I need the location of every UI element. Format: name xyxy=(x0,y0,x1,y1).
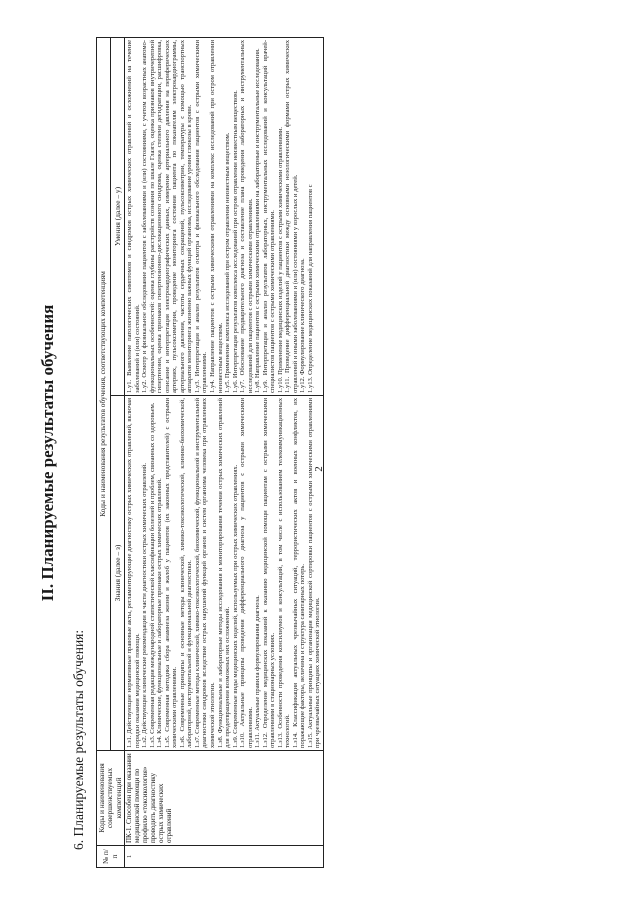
header-num: № п/п xyxy=(97,846,125,868)
knowledge-item: 1.з13. Особенности проведения консилиумов и консультаций, в том числе с использованием телекоммуникационных технологий. xyxy=(276,398,292,748)
skill-item: 1.у1. Выявление патологических симптомов и синдромов острых химических отравлений и осложнений на течение заболеваний и (или) состояний. xyxy=(126,39,141,393)
section-title: 6. Планируемые результаты обучения: xyxy=(71,629,86,850)
skill-item: 1.у8. Направление пациентов с острыми химическими отравлениями на лабораторные и инструментальные исследования. xyxy=(254,48,262,393)
skill-item: 1.у12. Формулирование клинического диагноза. xyxy=(299,258,307,393)
skill-item: 1.у11. Проведение дифференциальной диагностики между основными нозологическими формами острых химических отравлений и иными заболеваниями и (или) состояниями у взрослых и детей. xyxy=(284,39,299,393)
knowledge-item: 1.з7. Современные методы клинической, химико-токсикологической, биохимической, функциональной и инструментальной диагностики синдромов вследствие острых нарушений функций органов и систем организма человека при отравлениях химической этиологии. xyxy=(193,398,216,748)
knowledge-item: 1.з8. Функциональные и лабораторные методы исследования и мониторирования течения острых химических отравлений для предотвращения возможных них осложнений. xyxy=(216,398,232,748)
knowledge-item: 1.з3. Современная редакция международной статистической классификации болезней и проблем, связанных со здоровьем. xyxy=(148,402,156,748)
skill-item: 1.у3. Интерпретация и анализ результатов осмотра и физикального обследования пациентов с острыми химическими отравлениями. xyxy=(193,39,209,393)
header-knowledge: Знания (далее – з) xyxy=(111,396,125,751)
knowledge-item: 1.з1. Действующие нормативные правовые акты, регламентирующие диагностику острых химических отравлений, включая порядки оказания медицинской помощи. xyxy=(126,398,141,748)
skill-item: 1.у13. Определение медицинских показаний для направления пациентов с xyxy=(306,184,314,393)
page-number: 2 xyxy=(312,466,325,472)
knowledge-cell xyxy=(125,396,323,751)
header-competency: Коды и наименования совершенствуемых компетенций xyxy=(97,751,125,846)
skill-item: 1.у4. Направление пациентов с острыми химическими отравлениями на комплекс исследований при остром отравлении неизвестным веществом. xyxy=(208,39,224,393)
knowledge-item: 1.з9. Современные виды медицинских изделий, используемых при острых химических отравлениях. xyxy=(231,464,239,748)
knowledge-item: 1.з10. Актуальные принципы проведения дифференциального диагноза у пациентов с острыми химическими отравлениями. xyxy=(239,398,254,748)
header-results: Коды и наименования результатов обучения, соответствующих компетенциям xyxy=(97,37,111,750)
knowledge-item: 1.з5. Современная методика сбора анамнеза жизни и жалоб у пациентов (их законных представителей) с острыми химическими отравлениями. xyxy=(163,398,179,748)
knowledge-item: 1.з6. Современные принципы и основные методы клинической, химико-токсикологической, клинико-биохимической, лабораторной, инструментальной и функциональной диагностики. xyxy=(178,398,194,748)
knowledge-item: 1.з12. Определение медицинских показаний к оказанию медицинской помощи пациентам с острыми химическими отравлениями в стационарных условиях. xyxy=(261,398,277,748)
skill-item: 1.у9. Интерпретация и анализ результатов лабораторных, инструментальных исследований и консультаций врачей-специалистов пациентов с острыми химическими отравлениями. xyxy=(261,39,277,393)
competency-cell: ПК-1. Способен при оказании медицинской помощи по профилю «токсикология» проводить диагностику острых химических отравлений xyxy=(125,751,323,846)
skills-cell xyxy=(125,37,323,395)
knowledge-item: 1.з2. Действующие клинические рекомендации в части диагностики острых химических отравлений. xyxy=(141,462,149,748)
skill-item: 1.у10. Применение медицинских изделий у пациентов с острыми химическими отравлениями. xyxy=(276,126,284,393)
skill-item: 1.у2. Осмотр и физикальное обследование пациентов с заболеваниями и (или) состояниями, с учетом возрастных анатомо-функциональных особенностей: оценка глубины расстройств сознания по шкале Глазго, оценка признаков внутричерепной гипертензии, оценка признаков гипертензионно-дислокационного синдрома, оценка степени дегидратации, расшифровка, описание и интерпретация электрокардиографических данных, измерение артериального давления на периферических артериях, пульсоксиметрия, проведение мониторинга состояния пациента по показателям электрокардиограммы, артериального давления, частоты сердечных сокращений, пульсоксиметрии, температуры с помощью транспортных аппаратов мониторинга жизненно важных функций организма, исследование уровня глюкозы в крови. xyxy=(141,39,194,393)
knowledge-item: 1.з11. Актуальные правила формулирования диагноза. xyxy=(254,595,262,748)
knowledge-item: 1.з14. Классификация актуальных чрезвычайных ситуаций, террористических актов и военных конфликтов, их поражающие факторы, величина и структура санитарных потерь. xyxy=(291,398,307,748)
rotated-page-content xyxy=(38,38,623,868)
table-row xyxy=(125,37,323,867)
skill-item: 1.у6. Интерпретация результатов комплекса исследований при остром отравлении неизвестным веществом. xyxy=(231,90,239,393)
header-skills: Умения (далее – у) xyxy=(111,37,125,395)
skill-item: 1.у7. Обоснование предварительного диагноза и составление плана проведения лабораторных и инструментальных исследований для пациентов с острыми химическими отравлениями. xyxy=(239,39,254,393)
knowledge-item: 1.з4. Клинические, функциональные и лабораторные признаки острых химических отравлений. xyxy=(156,478,164,748)
learning-outcomes-table xyxy=(96,37,324,868)
skill-item: 1.у5. Применение комплекса исследований при остром отравлении неизвестным веществом. xyxy=(224,132,232,393)
main-title: II. Планируемые результаты обучения xyxy=(38,304,57,602)
knowledge-item: 1.з15. Актуальные принципы и организация медицинской сортировки пациентов с острыми химическими отравлениями при чрезвычайных ситуациях химической этиологии. xyxy=(306,398,322,748)
row-number: 1 xyxy=(125,846,323,868)
